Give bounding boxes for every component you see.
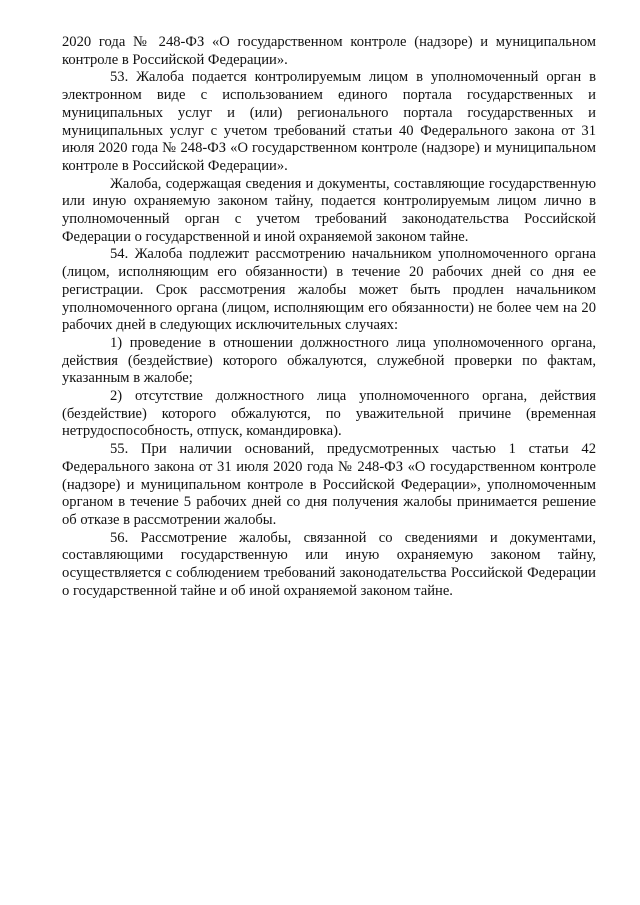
paragraph-56: 56. Рассмотрение жалобы, связанной со сведениями и документами, составляющими государственную или иную охраняемую законом тайну, осуществляется с соблюдением требований законодательства Российской Федерации о государственной тайне и об иной охраняемой законом тайне. — [62, 529, 596, 599]
paragraph-continuation: 2020 года № 248-ФЗ «О государственном контроле (надзоре) и муниципальном контроле в Российской Федерации». — [62, 34, 596, 68]
paragraph-53: 53. Жалоба подается контролируемым лицом в уполномоченный орган в электронном виде с использованием единого портала государственных и муниципальных услуг и (или) регионального портала государственных и муниципальных услуг с учетом требований статьи 40 Федерального закона от 31 июля 2020 года № 248-ФЗ «О государственном контроле (надзоре) и муниципальном контроле в Российской Федерации». — [62, 69, 596, 174]
list-item-1: 1) проведение в отношении должностного лица уполномоченного органа, действия (бездействие) которого обжалуются, служебной проверки по фактам, указанным в жалобе; — [62, 334, 596, 387]
paragraph-54: 54. Жалоба подлежит рассмотрению начальником уполномоченного органа (лицом, исполняющим его обязанности) в течение 20 рабочих дней со дня ее регистрации. Срок рассмотрения жалобы может быть продлен начальником уполномоченного органа (лицом, исполняющим его обязанности) не более чем на 20 рабочих дней в следующих исключительных случаях: — [62, 246, 596, 334]
list-item-2: 2) отсутствие должностного лица уполномоченного органа, действия (бездействие) которого обжалуются, по уважительной причине (временная нетрудоспособность, отпуск, командировка). — [62, 388, 596, 440]
paragraph-53-secret: Жалоба, содержащая сведения и документы, составляющие государственную или иную охраняемую законом тайну, подается контролируемым лицом лично в уполномоченный орган с учетом требований законодательства Российской Федерации о государственной и иной охраняемой законом тайне. — [62, 175, 596, 245]
paragraph-55: 55. При наличии оснований, предусмотренных частью 1 статьи 42 Федерального закона от 31 июля 2020 года № 248-ФЗ «О государственном контроле (надзоре) и муниципальном контроле в Российской Федерации», уполномоченным органом в течение 5 рабочих дней со дня получения жалобы принимается решение об отказе в рассмотрении жалобы. — [62, 441, 596, 528]
document-page — [62, 34, 596, 601]
